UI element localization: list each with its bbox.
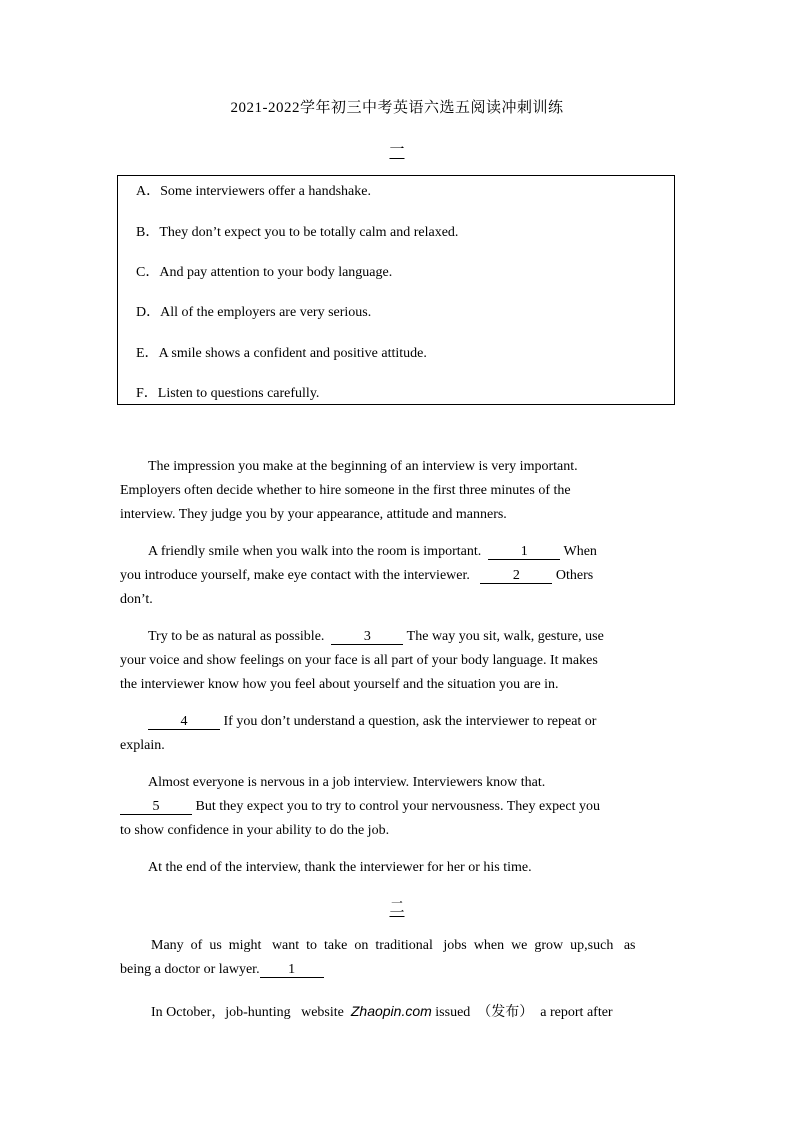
option-letter: F． — [136, 386, 158, 401]
answer-blank-2[interactable]: 2 — [480, 569, 552, 584]
p1-line-2: Employers often decide whether to hire someone in the first three minutes of the — [120, 483, 571, 498]
p3-line-3: the interviewer know how you feel about yourself and the situation you are in. — [120, 677, 559, 692]
p2-line-1 — [148, 544, 597, 560]
s2-p2-text-b: issued — [435, 1005, 471, 1020]
p2-text-a: A friendly smile when you walk into the room is important. — [148, 544, 482, 559]
chinese-gloss: （发布） — [477, 1005, 534, 1020]
p3-text-a: Try to be as natural as possible. — [148, 629, 325, 644]
option-text: They don’t expect you to be totally calm and relaxed. — [159, 225, 459, 240]
p4-line-1 — [148, 714, 596, 730]
p2-text-b: When — [563, 544, 597, 559]
p5-line-3: to show confidence in your ability to do the job. — [120, 823, 390, 838]
answer-blank-4[interactable]: 4 — [148, 715, 220, 730]
s2-p1-text: being a doctor or lawyer. — [120, 962, 260, 977]
s2-p2-text-d: a report after — [540, 1005, 613, 1020]
p2-line-3: don’t. — [120, 592, 153, 607]
option-b — [136, 221, 458, 241]
p3-text-b: The way you sit, walk, gesture, use — [406, 629, 604, 644]
s2-p1-line-1: Many of us might want to take on traditional jobs when we grow up,such as — [151, 938, 636, 953]
option-letter: B． — [136, 225, 160, 240]
p4-text-b: If you don’t understand a question, ask the interviewer to repeat or — [223, 714, 597, 729]
section-one-label: 一 — [389, 142, 405, 158]
option-text: All of the employers are very serious. — [160, 305, 372, 320]
p5-line-2 — [120, 799, 600, 815]
p2-line-2 — [120, 568, 593, 584]
answer-blank-1[interactable]: 1 — [488, 545, 560, 560]
option-c — [136, 261, 392, 281]
section-one-mark — [0, 138, 794, 159]
answer-blank-5[interactable]: 5 — [120, 800, 192, 815]
option-text: Some interviewers offer a handshake. — [160, 184, 371, 199]
p1-line-3: interview. They judge you by your appearance, attitude and manners. — [120, 507, 507, 522]
s2-p2-text-a: In October，job-hunting website — [151, 1005, 344, 1020]
option-letter: A． — [136, 184, 161, 199]
p5-text-b: But they expect you to try to control your nervousness. They expect you — [195, 799, 600, 814]
option-letter: E． — [136, 346, 159, 361]
answer-blank-3[interactable]: 3 — [331, 630, 403, 645]
p2-text-d: Others — [555, 568, 594, 583]
document-title: 2021-2022学年初三中考英语六选五阅读冲刺训练 — [230, 100, 564, 116]
options-box — [117, 175, 675, 405]
p1-line-1: The impression you make at the beginning of an interview is very important. — [148, 459, 578, 474]
p6-line-1: At the end of the interview, thank the interviewer for her or his time. — [148, 860, 532, 875]
option-f — [136, 382, 319, 402]
s2-p1-line-2 — [120, 962, 324, 978]
option-text: And pay attention to your body language. — [159, 265, 393, 280]
p2-text-c: you introduce yourself, make eye contact with the interviewer. — [120, 568, 470, 583]
section-two-label: 二 — [389, 900, 405, 916]
option-letter: D． — [136, 305, 161, 320]
s2-answer-blank-1[interactable]: 1 — [260, 963, 324, 978]
s2-p2-line-1 — [151, 1001, 613, 1021]
option-d — [136, 301, 371, 321]
p5-line-1: Almost everyone is nervous in a job interview. Interviewers know that. — [148, 775, 546, 790]
section-two-mark — [0, 896, 794, 917]
p3-line-1 — [148, 629, 604, 645]
option-letter: C． — [136, 265, 160, 280]
p3-line-2: your voice and show feelings on your face is all part of your body language. It makes — [120, 653, 598, 668]
website-name: Zhaopin.com — [350, 1003, 432, 1019]
p4-line-2: explain. — [120, 738, 165, 753]
option-text: Listen to questions carefully. — [157, 386, 320, 401]
option-e — [136, 342, 427, 362]
option-text: A smile shows a confident and positive attitude. — [158, 346, 427, 361]
option-a — [136, 180, 371, 200]
